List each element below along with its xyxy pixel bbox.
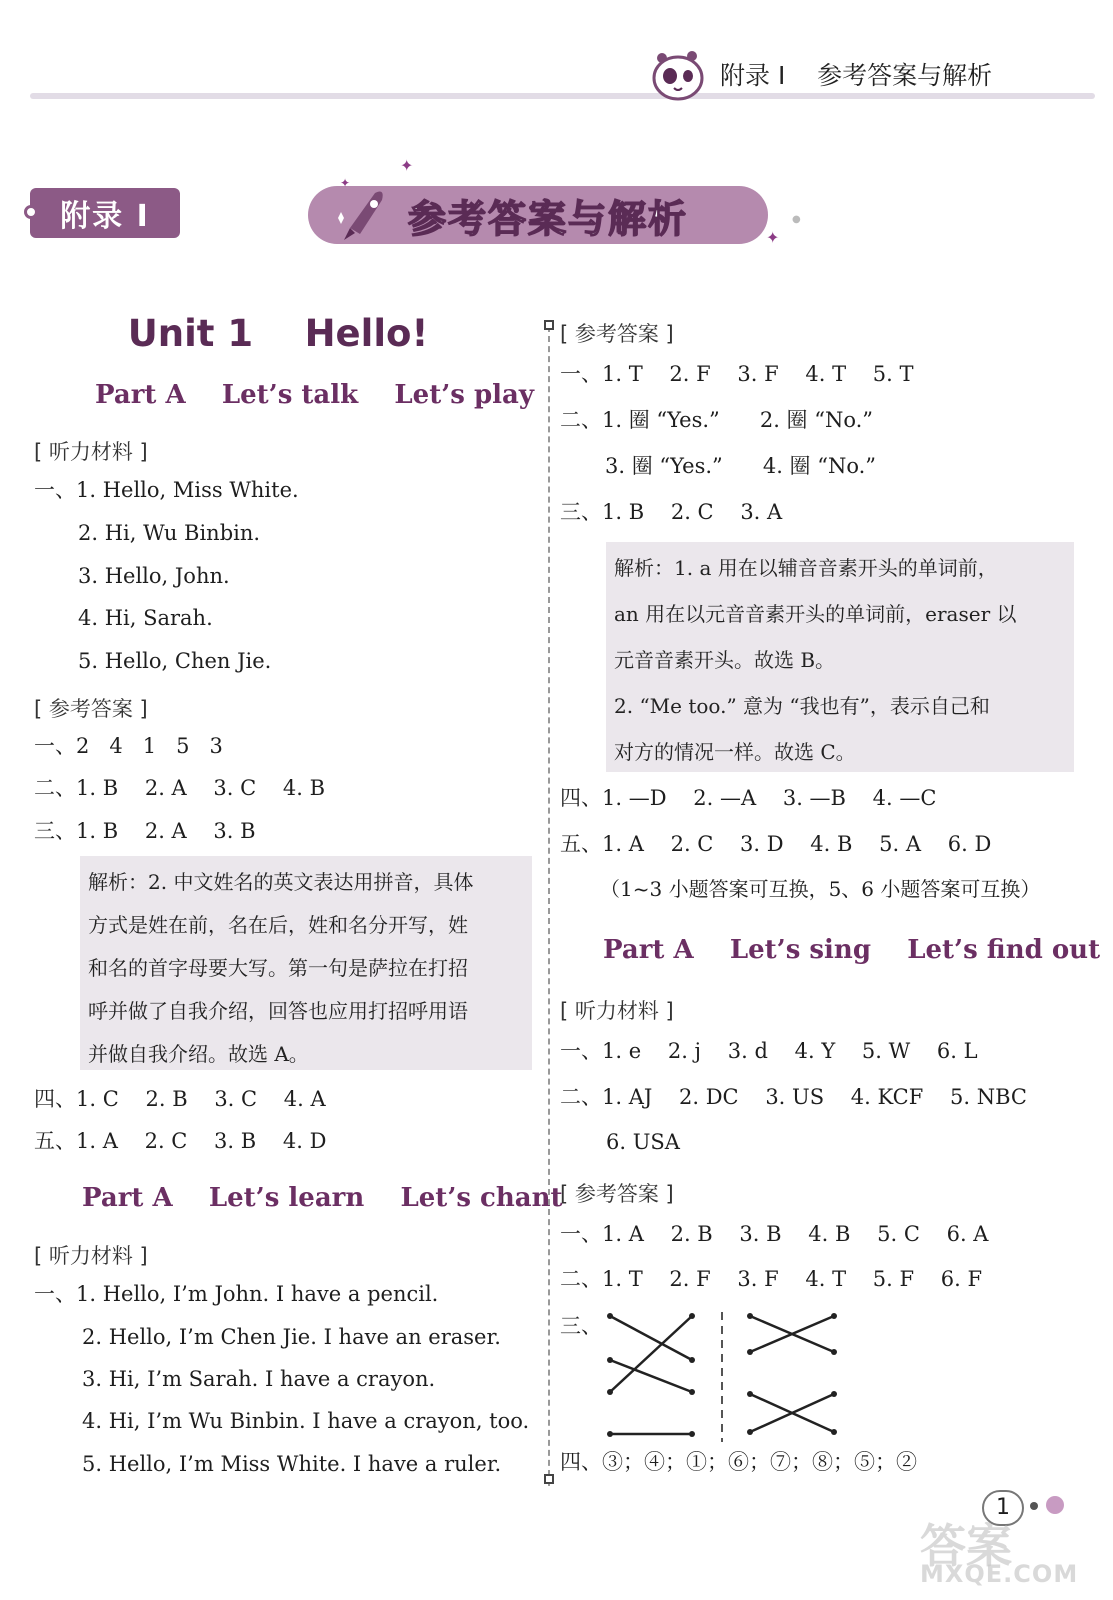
explanation-line: 呼并做了自我介绍，回答也应用打招呼用语 [88,999,468,1023]
list-item: 5. Hello, Chen Jie. [78,649,272,673]
column-divider [548,326,550,1486]
answer-note: （1~3 小题答案可互换，5、6 小题答案可互换） [600,877,1041,901]
page-dot [1030,1502,1038,1510]
watermark-url: MXQE.COM [920,1560,1079,1588]
answer-line: 四、1. C 2. B 3. C 4. A [34,1087,326,1111]
answer-line: 四、③；④；①；⑥；⑦；⑧；⑤；② [560,1450,917,1474]
banner-title: 参考答案与解析 [408,197,689,241]
section-label: [ 听力材料 ] [560,999,674,1023]
section-label: [ 参考答案 ] [34,697,148,721]
explanation-line: 2. “Me too.” 意为 “我也有”，表示自己和 [614,694,990,718]
section-label: [ 听力材料 ] [34,440,148,464]
appendix-tag: 附录 I [30,188,180,238]
list-item: 3. Hello, John. [78,564,230,588]
explanation-line: 并做自我介绍。故选 A。 [88,1042,309,1066]
answer-line: 五、1. A 2. C 3. D 4. B 5. A 6. D [560,832,992,856]
part-title: Part A Let’s learn Let’s chant [82,1183,563,1213]
divider-marker [544,320,554,330]
list-item: 3. Hi, I’m Sarah. I have a crayon. [82,1367,436,1391]
matching-diagram [600,1306,850,1446]
answer-line: 三、1. B 2. A 3. B [34,819,256,843]
explanation-line: 解析：1. a 用在以辅音音素开头的单词前， [614,556,998,580]
sparkle-icon: ✦ [340,176,351,190]
list-item: 一、1. Hello, I’m John. I have a pencil. [34,1282,439,1306]
answer-line: 三、1. B 2. C 3. A [560,500,783,524]
answer-line: 五、1. A 2. C 3. B 4. D [34,1129,327,1153]
header-title: 附录 I 参考答案与解析 [720,61,993,90]
section-label: [ 听力材料 ] [34,1244,148,1268]
page-number: 1 [982,1490,1024,1526]
answer-line: 三、 [560,1314,602,1338]
list-item: 二、1. AJ 2. DC 3. US 4. KCF 5. NBC [560,1085,1027,1109]
list-item: 6. USA [606,1130,680,1154]
section-label: [ 参考答案 ] [560,1182,674,1206]
explanation-line: 解析：2. 中文姓名的英文表达用拼音，具体 [88,870,474,894]
answer-line: 3. 圈 “Yes.” 4. 圈 “No.” [605,454,877,478]
section-label: [ 参考答案 ] [560,322,674,346]
answer-line: 四、1. —D 2. —A 3. —B 4. —C [560,786,937,810]
unit-title: Unit 1 Hello! [127,312,429,355]
sparkle-icon: ● [792,214,801,225]
answer-line: 二、1. T 2. F 3. F 4. T 5. F 6. F [560,1267,983,1291]
answer-line: 一、1. T 2. F 3. F 4. T 5. T [560,362,914,386]
explanation-line: an 用在以元音音素开头的单词前，eraser 以 [614,602,1017,626]
list-item: 2. Hello, I’m Chen Jie. I have an eraser. [82,1325,501,1349]
sparkle-icon: ✦ [766,228,780,247]
answer-line: 一、1. A 2. B 3. B 4. B 5. C 6. A [560,1222,989,1246]
list-item: 4. Hi, Sarah. [78,606,213,630]
divider-marker [544,1474,554,1484]
part-title: Part A Let’s sing Let’s find out [603,935,1101,965]
explanation-line: 元音音素开头。故选 B。 [614,648,836,672]
matching-line [610,1360,692,1392]
list-item: 4. Hi, I’m Wu Binbin. I have a crayon, too. [82,1409,530,1433]
explanation-line: 方式是姓在前，名在后，姓和名分开写，姓 [88,913,468,937]
answer-line: 一、2 4 1 5 3 [34,734,223,758]
list-item: 一、1. e 2. j 3. d 4. Y 5. W 6. L [560,1039,978,1063]
list-item: 2. Hi, Wu Binbin. [78,521,261,545]
explanation-line: 和名的首字母要大写。第一句是萨拉在打招 [88,956,468,980]
list-item: 一、1. Hello, Miss White. [34,478,299,502]
list-item: 5. Hello, I’m Miss White. I have a ruler. [82,1452,502,1476]
answer-line: 二、1. B 2. A 3. C 4. B [34,776,326,800]
watermark-logo: 答案 [920,1519,1012,1573]
sparkle-icon: ✦ [400,156,414,175]
page-dot [1046,1496,1064,1514]
explanation-line: 对方的情况一样。故选 C。 [614,740,856,764]
header-rule [30,93,1095,99]
answer-line: 二、1. 圈 “Yes.” 2. 圈 “No.” [560,408,874,432]
mascot-icon [648,48,708,102]
part-title: Part A Let’s talk Let’s play [95,380,534,410]
